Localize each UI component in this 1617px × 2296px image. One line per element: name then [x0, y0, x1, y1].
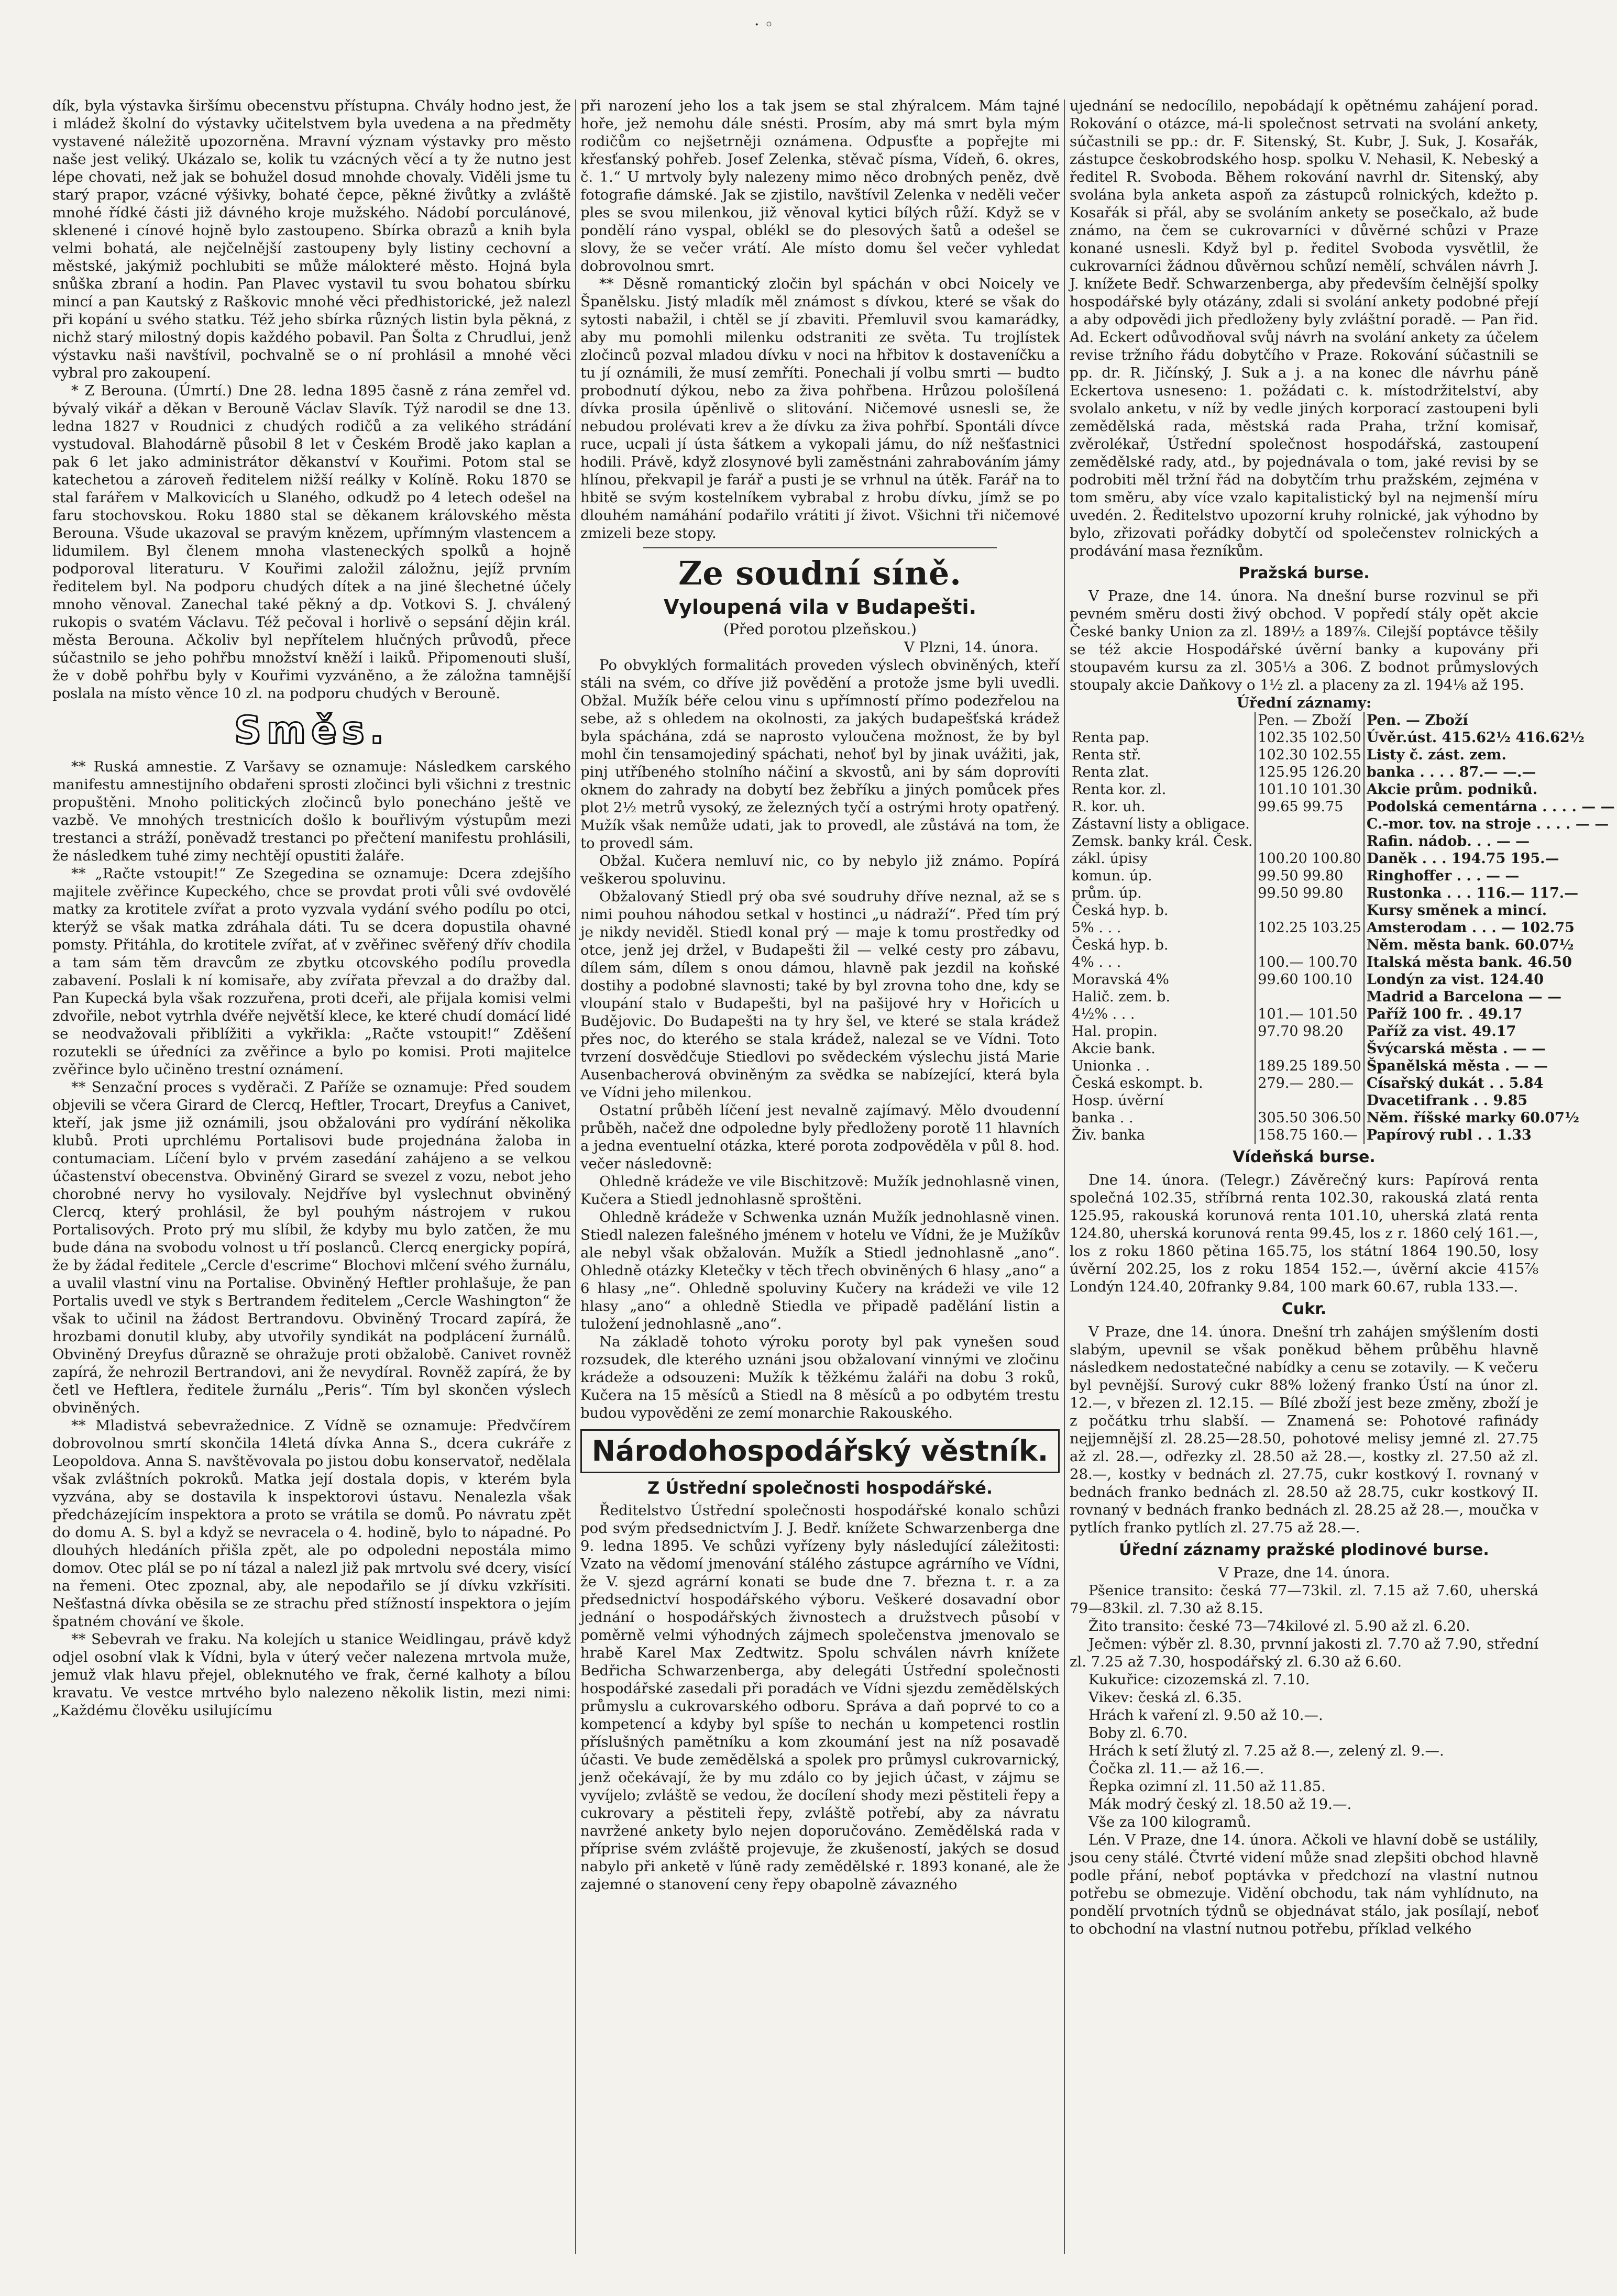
quotes-row — [1070, 764, 1617, 781]
produce-poppy: Mák modrý český zl. 18.50 až 19.—. — [1088, 1796, 1352, 1813]
quotes-cell: 158.75 160.— — [1255, 1127, 1364, 1144]
quotes-cell: Daněk . . . 194.75 195.— — [1364, 850, 1617, 867]
quotes-cell: 189.25 189.50 — [1255, 1057, 1364, 1075]
quotes-cell: 101.— 101.50 — [1255, 1006, 1364, 1023]
court-paragraph-5: Ohledně krádeže ve vile Bischitzově: Mužík jednohlasně vinen, Kučera a Stiedl jednohlasně sproštěni. — [580, 1173, 1060, 1208]
quotes-row — [1070, 919, 1617, 936]
quotes-cell: 4% . . . — [1072, 954, 1121, 970]
quotes-cell: C.-mor. tov. na stroje . . . . — — — [1364, 815, 1617, 833]
quotes-cell: 102.30 102.55 — [1255, 746, 1364, 764]
court-paragraph-3: Obžalovaný Stiedl prý oba své soudruhy dříve neznal, až se s nimi pouhou náhodou setkal v hostinci „u nádraží“. Před tím prý je nikdy neviděl. Stiedl konal prý — maje k tomu prostředky od otce, jenž jej držel, v Budapešti žil — velké cesty pro zábavu, dílem sám, dílem s onou dámou, hlavně pak jezdil na koňské dostihy a podobné slavnosti; také by byl zrovna toho dne, kdy se vloupání stalo v Budapešti, byl na pašijové hry v Hořicích u Budějovic. Do Budapešti na ty hry šel, ve které se stala krádež přes noc, do kterého se stala krádež, nalezal se ve Vídni. Toto tvrzení dosvědčuje Stiedlovi po svědeckém výslechu jistá Marie Ausenbacherová obviněným za svědka se nabízející, která byla ve Vídni jeho milenkou. — [580, 888, 1060, 1101]
quotes-cell — [1255, 815, 1364, 833]
quotes-row — [1070, 1075, 1617, 1092]
quotes-row — [1070, 988, 1617, 1006]
quotes-cell: Unionka . . — [1072, 1058, 1150, 1074]
quotes-cell: Úvěr.úst. 415.62½ 416.62½ — [1364, 729, 1617, 746]
produce-rapeseed: Řepka ozimní zl. 11.50 až 11.85. — [1088, 1778, 1326, 1795]
court-paragraph-2: Obžal. Kučera nemluví nic, co by nebylo již známo. Popírá veškerou spoluvinu. — [580, 853, 1060, 887]
quotes-cell: Podolská cementárna . . . . — — — [1364, 798, 1617, 815]
heading-official-records: Úřední záznamy: — [1236, 694, 1372, 711]
quotes-cell: 4½% . . . — [1072, 1006, 1135, 1022]
news-russian-amnesty: ** Ruská amnestie. Z Varšavy se oznamuje: Následkem carského manifestu amnestijního obdařeni sprosti zločinci byli všichni z trestnic propuštěni. Mnoho politických zločinců bylo ponecháno ještě ve vazbě. Ve mnohých trestnicích došlo k bouřlivým výstupům mezi trestanci a stráží, poněvadž trestanci po přečtení manifestu prohlásili, že následkem tuhé zimy nechtějí opustiti žaláře. — [52, 758, 571, 864]
column-2 — [580, 97, 1060, 2254]
quotes-cell: 102.25 103.25 — [1255, 919, 1364, 936]
quotes-cell: Paříž za vist. 49.17 — [1364, 1023, 1617, 1040]
news-paris-trial: ** Senzační proces s vyděrači. Z Paříže se oznamuje: Před soudem objevili se včera Girard de Clercq, Heftler, Trocart, Dreyfus a Canivet, kteří, jak jsme již oznámili, jsou obžalováni pro vydírání několika klubů. Proti uprchlému Portalisovi bude projednána žaloba in contumaciam. Líčení bylo v prvém zasedání zahájeno a se velkou účastenství obecenstva. Obviněný Girard se svezel z vozu, nebot jeho chorobné nervy ho vysilovaly. Nejdříve byl vyslechnut obviněný Clercq, který prohlásil, že byl pouhým nástrojem v rukou Portalisových. Proto prý mu slíbil, že kdyby mu bylo zatčen, že mu bude dána na svobodu volnost u tří poslanců. Clercq energicky popírá, že by žádal ředitele „Cercle d'escrime“ Blochovi mlčení svého žurnálu, a uvalil vlastní vinu na Portalise. Obviněný Heftler prohlašuje, že pan Portalis uvedl ve styk s Bertrandem ředitelem „Cercle Washington“ že však to učinil na žádost Bertrandovu. Obviněný Trocard zapírá, že hrozbami donutil kluby, aby utvořily syndikát na podplácení žurnálů. Obviněný Dreyfus důrazně se ohražuje proti obžalobě. Canivet rovněž zapírá, že nehrozil Bertrandovi, ani že nevydíral. Rovněž zapírá, že by četl ve Heftlera, ředitele žurnálu „Peris“. Tím byl skončen výslech obviněných. — [52, 1079, 571, 1416]
produce-corn: Kukuřice: cizozemská zl. 7.10. — [1088, 1671, 1310, 1688]
beroun-obituary: * Z Berouna. (Úmrtí.) Dne 28. ledna 1895 časně z rána zemřel vd. bývalý vikář a děkan v Berouně Václav Slavík. Týž narodil se dne 13. ledna 1827 v Roudnici z chudých rodičů a za velikého strádání vystudoval. Blahodárně působil 8 let v Českém Brodě jako kaplan a pak 6 let jako administrátor děkanství v Kouřimi. Potom stal se katechetou a zároveň ředitelem nižší reálky v Kolíně. Roku 1870 se stal farářem v Malkovicích u Slaného, odkudž po 4 letech odešel na faru stochovskou. Roku 1880 stal se děkanem královského města Berouna. Všude ukazoval se pravým knězem, upřímným vlastencem a lidumilem. Byl členem mnoha vlasteneckých spolků a hojně podporoval literaturu. V Kouřimi založil záložnu, jejíž prvním ředitelem byl. Na podporu chudých dítek a na jiné šlechetné účely mnoho věnoval. Zanechal také pěkný a dp. Votkovi S. J. chválený rukopis o svatém Václavu. Též pečoval i horlivě o sepsání dějin král. města Berouna. Ačkoliv byl nepřítelem hlučných průvodů, přece súčastnilo se jeho pohřbu množství kněží i laiků. Připomenouti sluší, že v době pohřbu byly v Kouřimi vyzváněno, a že záložna tamnější poslala na místo věnce 10 zl. na podporu chudých v Berouně. — [52, 382, 571, 702]
quotes-cell: Amsterodam . . . — 102.75 — [1364, 919, 1617, 936]
article-subtitle: (Před porotou plzeňskou.) — [723, 621, 917, 638]
quotes-row — [1070, 1023, 1617, 1040]
divider — [643, 547, 997, 548]
quotes-cell: Česká eskompt. b. — [1072, 1075, 1203, 1091]
quotes-cell: Papírový rubl . . 1.33 — [1364, 1127, 1617, 1144]
quotes-row — [1070, 850, 1617, 867]
quotes-cell: Něm. města bank. 60.07½ — [1364, 936, 1617, 954]
quotes-cell: Londýn za vist. 124.40 — [1364, 971, 1617, 988]
quotes-cell: Listy č. zást. zem. — [1364, 746, 1617, 764]
quotes-cell — [1255, 988, 1364, 1006]
quotes-row — [1070, 833, 1617, 850]
news-vienna-suicide: ** Mladistvá sebevražednice. Z Vídně se oznamuje: Předvčírem dobrovolnou smrtí skončila 14letá dívka Anna S., dcera cukráře z Leopoldova. Anna S. navštěvovala po jistou dobu konservatoř, nedělala však zvláštních pokroků. Matka její dostala dopis, v kterém byla vyzvána, aby se dostavila k inspektorovi ústavu. Nenalezla však předcházejícím inspektora a proto se vrátila se domů. Po návratu zpět do domu A. S. byl a když se nevracela o 4. hodině, bylo to nápadné. Po dlouhých hledáních přišla zpět, ale po odpoledni nepostála mimo domov. Otec plál se po ní tázal a nalezl již pak mrtvolu své dcery, visící na řemeni. Otec zpoznal, aby, ale nepodařilo se jí dívku vzkřísiti. Nešťastná dívka oběsila se ze strachu před stížností inspektora o jejím špatném chování ve škole. — [52, 1417, 571, 1630]
quotes-cell: Zástavní listy a obligace. — [1072, 816, 1250, 832]
quotes-cell: 97.70 98.20 — [1255, 1023, 1364, 1040]
quotes-row — [1070, 867, 1617, 885]
quotes-cell: banka . . . . 87.— —.— — [1364, 764, 1617, 781]
quotes-cell: R. kor. uh. — [1072, 799, 1146, 815]
produce-dateline: V Praze, dne 14. února. — [1218, 1564, 1390, 1581]
quotes-row — [1070, 781, 1617, 798]
quotes-row — [1070, 729, 1617, 746]
quotes-cell: 279.— 280.— — [1255, 1075, 1364, 1092]
quotes-row — [1070, 1127, 1617, 1144]
quotes-cell: Moravská 4% — [1072, 972, 1169, 988]
section-heading-economy: Národohospodářský věstník. — [580, 1429, 1060, 1473]
quotes-cell: 99.50 99.80 — [1255, 885, 1364, 902]
court-paragraph-7: Na základě tohoto výroku poroty byl pak vynešen soud rozsudek, dle kterého uznáni jsou obžalovaní vinnými ve zločinu krádeže a odsouzeni: Mužík k těžkému žaláři na dobu 3 roků, Kučera na 15 měsíců a Stiedl na 8 měsíců a po odbytém trestu budou vypověděni ze zemí monarchie Rakouského. — [580, 1333, 1060, 1421]
quotes-cell — [1255, 1040, 1364, 1057]
economy-paragraph-1: Ředitelstvo Ústřední společnosti hospodářské konalo schůzi pod svým předsednictvím J. J. Bedř. knížete Schwarzenberga dne 9. ledna 1895. Ve schůzi vyřízeny byly následující záležitosti: Vzato na vědomí jmenování stálého zástupce agrárního ve Vídni, že V. sjezd agrární konati se bude dne 7. března t. r. a za předsednictví hospodářského výboru. Veškeré dosavadní obor jednání o hospodářských živnostech a družstvech působí v poměrně velmi výhodných zájmech společenstva jmenovalo se hrabě Karel Max Zedtwitz. Spolu schválen návrh knížete Bedřicha Schwarzenberga, aby delegáti Ústřední společnosti hospodářské zasedali při poradách ve Vídni sjezdu zemědělských průmyslu a cukrovarského odboru. Správa a daň poprvé to co a kompetencí a kdyby byl spíše to nechán u kompetenci rostlin příslušných pamětníku a kom zkoumání jest na níž posavadě účasti. Ve bude zemědělská a spolek pro průmysl cukrovarnický, jenž očekávají, že by mu zdálo co by jejich účast, v zájmu se vyvíjelo; zvláště se vedou, že docílení shody mezi pěstiteli řepy a cukrovary a pěstiteli řepy, zvláště potřebí, aby za návratu navržené ankety bylo nejen doporučováno. Zemědělská rada v příprise svém zvláště projevuje, že zkušeností, jakých se dosud nabylo při anketě v ľúně rady zemědělské r. 1893 konané, ale že zajemné o stanovení ceny řepy obapolně závazného — [580, 1502, 1060, 1893]
court-paragraph-1: Po obvyklých formalitách proveden výslech obviněných, kteří stáli na svém, co dříve již povědění a protože jsme byli uvedli. Obžal. Mužík béře celou vinu s upřímností přímo podezřelou na sebe, až s ohledem na okolnosti, za jakých budapešťská krádež byla spáchána, zdá se naprosto vyloučena možnost, že by byl mohl čin tensamojediný spáchati, nehoť byl by jinak uvážiti, jak, pinj utříbeného stolního náčiní a skvostů, ani by sám doprovíti oknem do zahrady na dobytí bez žebříku a jiných pomůcek přes plot 2½ metrů vysoký, ze železných tyčí a ostrými hroty opatřený. Mužík však nemůže udati, jak to provedl, ale zůstává na tom, že to provedl sám. — [580, 657, 1060, 852]
quotes-cell: 99.65 99.75 — [1255, 798, 1364, 815]
quotes-cell: Akcie bank. — [1072, 1041, 1156, 1057]
quotes-cell: 101.10 101.30 — [1255, 781, 1364, 798]
quotes-cell: 99.60 100.10 — [1255, 971, 1364, 988]
produce-flax: Lén. V Praze, dne 14. února. Ačkoli ve hlavní době se ustálily, jsou ceny stálé. Čtvrté videní může snad zlepšiti obchod hlavně podle přání, neboť poptávka v předchozí na vlastní nutnou potřebu se obmezuje. Vidění obchodu, tak nám vyhlídnuto, na pondělí prvotních týdnů se objednávat stálo, jak posílají, neboť to obchodní na vlastní nutnou potřebu, příklad velkého — [1070, 1831, 1538, 1937]
quotes-cell — [1255, 833, 1364, 850]
quotes-row — [1070, 936, 1617, 954]
vienna-exchange-report: Dne 14. února. (Telegr.) Závěrečný kurs: Papírová renta společná 102.35, stříbrná renta 102.30, rakouská zlatá renta 125.95, rakouská korunová renta 101.10, uherská zlatá renta 124.80, uherská korunová renta 99.45, los z r. 1860 celý 161.—, los z roku 1860 pětina 165.75, los státní 1864 190.50, losy úvěrní 202.25, los z roku 1854 152.—, úvěrní akcie 415⅞ Londýn 124.40, 20franky 9.84, 100 mark 60.67, rubla 133.—. — [1070, 1172, 1538, 1295]
quotes-header-cell — [1070, 712, 1255, 729]
quotes-row — [1070, 1092, 1617, 1109]
section-heading-smes: Směs. — [234, 708, 389, 752]
prague-exchange-report: V Praze, dne 14. února. Na dnešní burse rozvinul se při pevném směru dosti živý obchod. V popředí stály opět akcie České banky Union za zl. 189½ a 189⅞. Cilejší poptávce těšily se též akcie Hospodářské úvěrní banky a kupovány při stoupavém kursu za zl. 305⅓ a 306. Z bodnot průmyslových stoupaly akcie Daňkovy o 1½ zl. a placeny za zl. 194⅛ až 195. — [1070, 588, 1538, 693]
produce-barley: Ječmen: výběr zl. 8.30, prvnní jakosti zl. 7.70 až 7.90, střední zl. 7.25 až 7.30, hospodářský zl. 6.30 až 6.60. — [1070, 1636, 1538, 1670]
quotes-cell: Akcie prům. podniků. — [1364, 781, 1617, 798]
produce-seed-peas: Hrách k setí žlutý zl. 7.25 až 8.—, zelený zl. 9.—. — [1088, 1742, 1444, 1759]
produce-wheat: Pšenice transito: česká 77—73kil. zl. 7.15 až 7.60, uherská 79—83kil. zl. 7.30 až 8.15. — [1070, 1582, 1538, 1617]
quotes-header-cell: Pen. — Zboží — [1255, 712, 1364, 729]
produce-unit-note: Vše za 100 kilogramů. — [1088, 1814, 1251, 1830]
column-3 — [1070, 97, 1615, 2254]
quotes-cell: 125.95 126.20 — [1255, 764, 1364, 781]
quotes-cell: Zemsk. banky král. Česk. — [1072, 833, 1253, 849]
produce-rye: Žito transito: české 73—74kilové zl. 5.90 až zl. 6.20. — [1088, 1618, 1470, 1635]
quotes-cell: Paříž 100 fr. . 49.17 — [1364, 1006, 1617, 1023]
quotes-cell: Halič. zem. b. — [1072, 989, 1171, 1005]
quotes-cell: Česká hyp. b. — [1072, 902, 1169, 919]
exhibition-article-end: dík, byla výstavka širšímu obecenstvu přístupna. Chvály hodno jest, že i mládež školní do výstavky učitelstvem byla uvedena a na předměty vystavené náležitě upozorněna. Mravní význam výstavky pro město naše jest veliký. Ukázalo se, kolik tu vzácných věcí a ty že nutno jest lépe chovati, než jak se bohužel dosud mnohde chovaly. Viděli jsme tu starý prapor, vzácné výšivky, bohaté čepce, pěkné živůtky a zvláště mnohé řídké části již dávného kroje mužského. Nádobí porculánové, sklenené i cínové hojně bylo zastoupeno. Sbírka obrazů a knih byla velmi bohatá, ale nejčelnější zastoupeny byly listiny cechovní a městské, jakýmiž pochlubiti se může málokteré město. Hojná byla snůška zbraní a hodin. Pan Plavec vystavil tu svou bohatou sbírku mincí a pan Kautský z Raškovic mnohé věci předhistorické, jež nalezl při kopání u svého statku. Též jeho sbírka různých listin byla pěkná, z nichž starý milostný dopis každého pobavil. Pan Šolta z Chrudlui, jenž výstavku naši navštívil, pochvalně se o ní prohlásil a mnohé věci vybral pro zakoupení. — [52, 97, 571, 381]
quotes-cell: 305.50 306.50 — [1255, 1109, 1364, 1127]
quotes-header-cell: Pen. — Zboží — [1364, 712, 1617, 729]
quotes-cell: Hosp. úvěrní — [1072, 1092, 1164, 1109]
quotes-row — [1070, 1040, 1617, 1057]
news-suicide-tailcoat: ** Sebevrah ve fraku. Na kolejích u stanice Weidlingau, právě když odjel osobní vlak k Vídni, byla v úterý večer nalezena mrtvola muže, jemuž vlak hlavu přejel, obleknutého ve frak, černé kalhoty a bílou kravatu. Ve vestce mrtvého bylo nalezeno několik listin, mezi nimi: „Každému člověku usilujícímu — [52, 1631, 571, 1719]
quotes-cell: zákl. úpisy — [1072, 851, 1148, 867]
quotes-cell: Rafin. nádob. . . — — — [1364, 833, 1617, 850]
section-heading-court: Ze soudní síně. — [678, 554, 962, 592]
quotes-cell: Císařský dukát . . 5.84 — [1364, 1075, 1617, 1092]
economy-paragraph-2: ujednání se nedocílilo, nepobádají k opětnému zahájení porad. Rokování o otázce, má-li společnost setrvati na svolání ankety, súčastnili se pp.: dr. F. Sitenský, St. Kubr, J. Suk, J. Kosařák, zástupce českobrodského hosp. spolku V. Nehasil, K. Nebeský a ředitel R. Svoboda. Během rokování navrhl dr. Sitenský, aby svolána byla anketa aspoň za zástupců rolnických, kdežto p. Kosařák si přál, aby se svoláním ankety se posečkalo, až bude známo, na čem se cukrovarníci v důvěrné schůzi v Praze konané usnesli. Když byl p. ředitel Svoboda vysvětlil, že cukrovarníci žádnou důvěrnou schůzí nemělí, schválen návrh J. J. knížete Bedř. Schwarzenberga, aby především čelnější spolky hospodářské byly otázány, zdali si svolání ankety podobné přejí a aby odpovědi jich předloženy byly zvláštní poradě. — Pan řid. Ad. Eckert odůvodňoval svůj návrh na svolání ankety za účelem revise tržního řádu dobytčího v Praze. Rokování súčastnili se pp. dr. R. Jičínský, J. Suk a j. a na konec dle návrhu páně Eckertova usneseno: 1. požádati c. k. místodržitelství, aby svolalo anketu, v níž by vedle jiných korporací zastoupeni byli zemědělská rada, městská rada Praha, tržní komisař, zvěrolékař, Ústřední společnost hospodářská, zastoupení zemědělské rady, atd., by pojednávala o tom, jaké revisi by se podrobiti měl tržní řád na dobytčím trhu pražském, zejména v tom směru, aby více vzalo kapitalistický byl na nejmenší míru uvedén. 2. Ředitelstvo upozorní kruhy rolnické, jak výhodno by bylo, zřizovati pořádky dobytčí od společenstev rolnických a prodávání masa řezníkům. — [1070, 97, 1538, 559]
suicide-letter-continued: při narození jeho los a tak jsem se stal zhýralcem. Mám tajné hoře, jež nemohu dále snésti. Prosím, aby má smrt byla mým rodičům co nejšetrněji oznámena. Odpusťte a popřejte mi křesťanský pohřeb. Josef Zelenka, stěvač písma, Vídeň, 6. okres, č. 1.“ U mrtvoly byly nalezeny mimo něco drobných peněz, dvě fotografie dámské. Jak se zjistilo, navštívil Zelenka v neděli večer ples se svou milenkou, již věnoval kytici bílých růží. Když se v pondělí ráno vyspal, oblékl se do plesových šatů a odešel se slovy, že se večer vrátí. Ale místo domu šel večer vyhledat dobrovolnou smrt. — [580, 97, 1060, 274]
quotes-table — [1070, 712, 1617, 1144]
dateline: V Plzni, 14. února. — [904, 639, 1039, 656]
quotes-cell: prům. úp. — [1072, 885, 1142, 901]
quotes-cell: Dvacetifrank . . 9.85 — [1364, 1092, 1617, 1109]
quotes-cell: Italská města bank. 46.50 — [1364, 954, 1617, 971]
quotes-row — [1070, 971, 1617, 988]
heading-produce-exchange: Úřední záznamy pražské plodinové burse. — [1119, 1541, 1489, 1559]
court-paragraph-4: Ostatní průběh líčení jest nevalně zajímavý. Mělo dvoudenní průběh, načež dne odpoledne byly předloženy porotě 11 hlavních a jedna eventuelní otázka, které porota zodpověděla v půl 8. hod. večer následovně: — [580, 1102, 1060, 1172]
quotes-cell — [1255, 902, 1364, 919]
quotes-cell: Švýcarská města . — — — [1364, 1040, 1617, 1057]
quotes-cell: Španělská města . — — — [1364, 1057, 1617, 1075]
quotes-cell: Česká hyp. b. — [1072, 937, 1169, 953]
quotes-cell: 102.35 102.50 — [1255, 729, 1364, 746]
quotes-cell: Živ. banka — [1072, 1127, 1145, 1143]
quotes-row — [1070, 798, 1617, 815]
quotes-cell: komun. úp. — [1072, 868, 1152, 884]
column-1 — [52, 97, 571, 2254]
quotes-cell: Madrid a Barcelona — — — [1364, 988, 1617, 1006]
column-rule-1 — [575, 100, 576, 2254]
quotes-cell: Něm. říšské marky 60.07½ — [1364, 1109, 1617, 1127]
quotes-row — [1070, 746, 1617, 764]
quotes-cell: Renta kor. zl. — [1072, 781, 1167, 798]
quotes-cell: 5% . . . — [1072, 920, 1121, 936]
quotes-cell — [1255, 936, 1364, 954]
quotes-cell: Renta stř. — [1072, 747, 1141, 763]
column-rule-2 — [1064, 100, 1065, 2254]
news-spain-crime: ** Děsně romantický zločin byl spáchán v obci Noicely ve Španělsku. Jistý mladík měl známost s dívkou, které se však do sytosti nabažil, i chtěl se jí zbaviti. Přemluvil svou kamarádky, aby mu pomohli milenku odstraniti ze světa. Tu trojlístek zločinců pozval mladou dívku v noci na hřbitov k dostaveníčku a tu jí oznámili, že musí zemříti. Ponechali jí volbu smrti — budto probodnutí dýkou, nebo za živa pohřbena. Hrůzou pološílená dívka prosila úpěnlivě o slitování. Ničemové usnesli se, že nebudou prolévati krev a že dívku za živa pohřbí. Spontáli dívce ruce, ucpali jí ústa šátkem a vykopali jámu, do níž nešťastnici hodili. Právě, když zlosynové byli zaměstnáni zahrabováním jámy hlínou, překvapil je farář a pusti je se vrhnul na útěk. Farář na to hbitě se svým kostelníkem vybrabal z hrobu dívku, jímž se po dlouhém namáhání podařilo vrátiti jí život. Všichni tři ničemové zmizeli beze stopy. — [580, 275, 1060, 542]
quotes-row — [1070, 902, 1617, 919]
heading-vienna-exchange: Vídeňská burse. — [1233, 1148, 1376, 1166]
quotes-cell: banka . . — [1072, 1110, 1134, 1126]
quotes-cell: Kursy směnek a mincí. — [1364, 902, 1617, 919]
quotes-cell: Ringhoffer . . . — — — [1364, 867, 1617, 885]
quotes-cell — [1255, 1092, 1364, 1109]
quotes-cell: 100.— 100.70 — [1255, 954, 1364, 971]
heading-prague-exchange: Pražská burse. — [1238, 564, 1370, 582]
quotes-row — [1070, 1109, 1617, 1127]
sugar-report: V Praze, dne 14. února. Dnešní trh zahájen smýšlením dosti slabým, upevnil se však poněkud během průběhu hlavně následkem nedostatečné nabídky a cenu se zotavily. — K večeru byl pevnější. Surový cukr 88% ložený franko Ústí na únor zl. 12.—, v březen zl. 12.15. — Bílé zboží jest beze změny, zboží je z počátku trhu slabší. — Znamená se: Pohotové rafinády nejjemnější zl. 28.25—28.50, pohotové melisy jemné zl. 27.75 až zl. 28.—, odřezky zl. 28.50 až 28.—, kostky zl. 27.50 až zl. 28.—, kostky v bednách zl. 27.75, cukr kostkový I. rovnaný v bednách franko bednách zl. 28.50 až 28.75, cukr kostkový II. rovnaný v bednách franko bednách zl. 28.25 až 28.—, moučka v pytlích franko pytlích zl. 27.75 až 28.—. — [1070, 1323, 1538, 1536]
produce-lentils: Čočka zl. 11.— až 16.—. — [1088, 1760, 1264, 1777]
quotes-row — [1070, 1057, 1617, 1075]
produce-beans: Boby zl. 6.70. — [1088, 1725, 1188, 1741]
print-marks: · ◦ — [754, 16, 774, 34]
news-szeged-menagerie: ** „Račte vstoupit!“ Ze Szegedina se oznamuje: Dcera zdejšího majitele zvěřince Kupeckého, chce se provdat proti vůli své ovdovělé matky za krotitele zvířat a proto vyzvala vydání svého podílu po otci, kterýž se však matka zdráhala dáti. Tu se dcera dopustila ohavné pomsty. Přitáhla, do krotitele zvířat, ať v zvěřinec svěřený dřív chodila a tam sám těm dravcům ze zbytku otcovského podílu provedla zabavení. Poslali k ní komisaře, aby zvířata převzal a do dražby dal. Pan Kupecká byla však rozzuřena, proti dceři, ale přijala komisi velmi zdvořile, nebot vytrhla dvéře největší klece, ke které chudí domácí lidé se neodvažovali přiblížiti a vykřikla: „Račte vstoupit!“ Zděšení rozutekli se úředníci za zvěřince a bylo po komisi. Proti majitelce zvěřince bylo učiněno trestní oznámení. — [52, 865, 571, 1078]
produce-peas: Hrách k vaření zl. 9.50 až 10.—. — [1088, 1707, 1323, 1724]
quotes-row — [1070, 1006, 1617, 1023]
quotes-row — [1070, 885, 1617, 902]
quotes-cell: 100.20 100.80 — [1255, 850, 1364, 867]
article-title-budapest: Vyloupená vila v Budapešti. — [663, 595, 977, 619]
quotes-cell: Hal. propin. — [1072, 1023, 1158, 1040]
article-title-society: Z Ústřední společnosti hospodářské. — [647, 1478, 993, 1498]
produce-vetch: Vikev: česká zl. 6.35. — [1088, 1689, 1242, 1706]
court-paragraph-6: Ohledně krádeže v Schwenka uznán Mužík jednohlasně vinen. Stiedl nalezen falešného jménem v hotelu ve Vídni, že je Mužíkův ale nebyl však obžalován. Mužík a Stiedl jednohlasně „ano“. Ohledně otázky Kletečky v těch třech obviněných 6 hlasy „ano“ a 6 hlasy „ne“. Ohledně spoluviny Kučery na krádeži ve vile 12 hlasy „ano“ a ohledně Stiedla ve připadě padělání listin a tuložení jednohlasně „ano“. — [580, 1209, 1060, 1332]
quotes-row — [1070, 815, 1617, 833]
quotes-cell: Rustonka . . . 116.— 117.— — [1364, 885, 1617, 902]
quotes-header-row — [1070, 712, 1617, 729]
quotes-cell: 99.50 99.80 — [1255, 867, 1364, 885]
quotes-cell: Renta zlat. — [1072, 764, 1149, 780]
heading-sugar: Cukr. — [1281, 1300, 1327, 1318]
quotes-row — [1070, 954, 1617, 971]
quotes-cell: Renta pap. — [1072, 730, 1150, 746]
